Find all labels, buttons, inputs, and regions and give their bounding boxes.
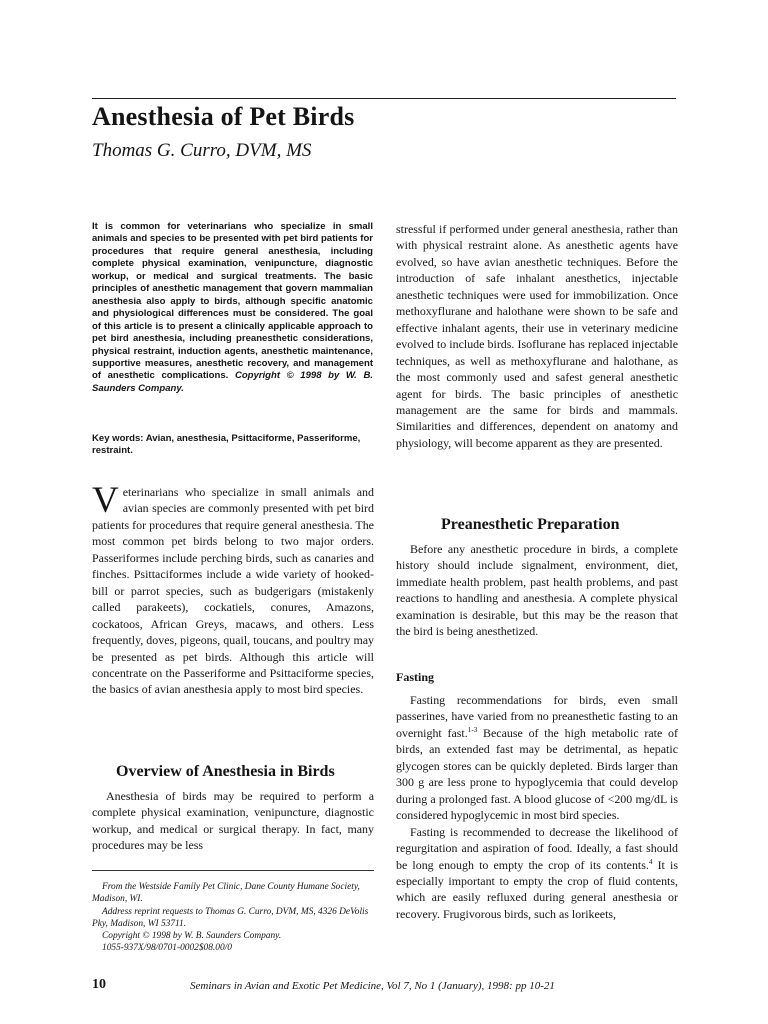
fasting-p2-a: Fasting is recommended to decrease the likelihood of regurgitation and aspiration of food. Ideally, a fast should be long enough to empty the crop of its contents.	[396, 824, 678, 872]
footnote-copyright: Copyright © 1998 by W. B. Saunders Company.	[102, 931, 282, 942]
overview-section	[92, 788, 374, 854]
article-title: Anesthesia of Pet Birds	[92, 102, 355, 131]
abstract-text: It is common for veterinarians who specialize in small animals and species to be presented with pet bird patients for procedures that require general anesthesia, including complete physical examination, venipuncture, diagnostic workup, or medical and surgical treatments. The basic principles of anesthetic management that govern mammalian anesthesia also apply to birds, although specific anatomic and physiological differences must be considered. The goal of this article is to present a clinically applicable approach to pet bird anesthesia, including preanesthetic considerations, physical restraint, induction agents, anesthetic maintenance, supportive measures, anesthetic recovery, and management of anesthetic complications.	[92, 221, 373, 382]
fasting-heading: Fasting	[396, 670, 435, 684]
overview-paragraph: Anesthesia of birds may be required to perform a complete physical examination, venipuncture, diagnostic workup, and medical or surgical therapy. In fact, many procedures may be less	[92, 789, 374, 853]
fasting-p1-a: Fasting recommendations for birds, even small passerines, have varied from no preanesthetic fasting to an overnight fast.	[396, 693, 678, 740]
fasting-paragraph-1	[396, 692, 678, 824]
overview-continued	[396, 221, 678, 451]
fasting-p1-ref: 1-3	[467, 725, 478, 734]
footnote-rule	[92, 870, 374, 871]
intro-section	[92, 480, 374, 698]
intro-paragraph	[92, 480, 374, 698]
preanesthetic-section	[396, 541, 678, 640]
abstract	[92, 221, 373, 395]
footnote-affiliation: From the Westside Family Pet Clinic, Dane County Humane Society, Madison, WI.	[92, 882, 360, 905]
abstract-copyright: Copyright © 1998 by W. B. Saunders Company.	[92, 370, 373, 394]
footnote-reprints: Address reprint requests to Thomas G. Curro, DVM, MS, 4326 DeVolis Pky, Madison, WI 53711.	[92, 906, 369, 929]
journal-citation: Seminars in Avian and Exotic Pet Medicine, Vol 7, No 1 (January), 1998: pp 10-21	[190, 980, 555, 992]
drop-cap: V	[92, 480, 119, 521]
footnotes	[92, 881, 374, 955]
preanesthetic-paragraph: Before any anesthetic procedure in birds, a complete history should include signalment, environment, diet, immediate health problem, past health problems, and past reactions to handling and anesthesia. A complete physical examination is desirable, but this may be the reason that the bird is being anesthetized.	[396, 542, 678, 639]
fasting-p2-ref: 4	[648, 857, 653, 866]
fasting-section	[396, 692, 678, 922]
fasting-paragraph-2	[396, 824, 678, 923]
header-rule	[92, 98, 676, 99]
overview-continued-paragraph: stressful if performed under general anesthesia, rather than with physical restraint alone. As anesthetic agents have evolved, so have avian anesthetic techniques. Before the introduction of safe inhalant anesthetics, injectable anesthetic techniques were used for immobilization. Once methoxyflurane and halothane were shown to be safe and effective inhalant agents, their use in veterinary medicine evolved to include birds. Isoflurane has replaced injectable techniques, as well as methoxyflurane and halothane, as the most commonly used and safest general anesthetic agent for birds. The basic principles of anesthetic management are the same for birds and mammals. Similarities and differences, dependent on anatomy and physiology, will become apparent as they are presented.	[396, 222, 678, 450]
fasting-p2-b: It is especially important to empty the crop of fluid contents, which are easily refluxed during general anesthesia or recovery. Frugivorous birds, such as lorikeets,	[396, 857, 678, 921]
intro-text: eterinarians who specialize in small animals and avian species are commonly presented with pet bird patients for procedures that require general anesthesia. The most common pet birds belong to two major orders. Passeriformes include perching birds, such as canaries and finches. Psittaciformes include a wide variety of hooked-bill or parrot species, such as budgerigars (mistakenly called parakeets), cockatiels, conures, Amazons, cockatoos, African Greys, macaws, and others. Less frequently, doves, pigeons, quail, toucans, and poultry may be presented as pet birds. Although this article will concentrate on the Passeriforme and Psittaciforme species, the basics of avian anesthesia apply to most bird species.	[92, 485, 374, 697]
footnote-code: 1055-937X/98/0701-0002$08.00/0	[102, 943, 232, 954]
overview-heading: Overview of Anesthesia in Birds	[116, 763, 335, 780]
preanesthetic-heading: Preanesthetic Preparation	[441, 516, 620, 533]
page-number: 10	[92, 977, 106, 992]
fasting-p1-b: Because of the high metabolic rate of birds, an extended fast may be detrimental, as hepatic glycogen stores can be quickly depleted. Birds larger than 300 g are less prone to hypoglycemia that could develop during a prolonged fast. A blood glucose of <200 mg/dL is considered hypoglycemic in most bird species.	[396, 725, 678, 823]
article-author: Thomas G. Curro, DVM, MS	[92, 140, 312, 161]
keywords: Key words: Avian, anesthesia, Psittaciforme, Passeriforme, restraint.	[92, 433, 361, 457]
